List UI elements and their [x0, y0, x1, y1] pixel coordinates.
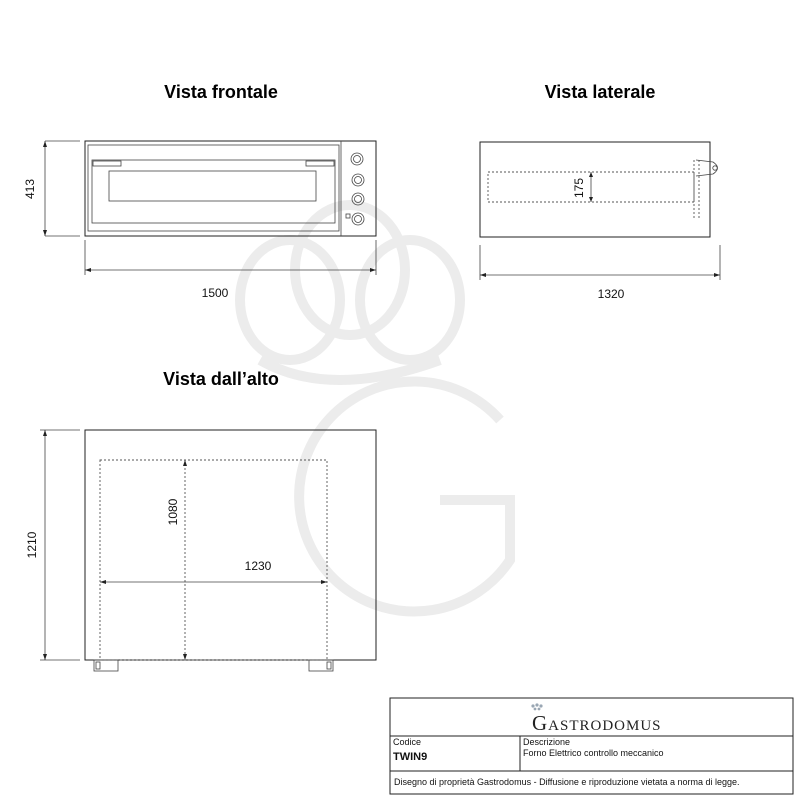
side-view	[480, 142, 720, 280]
brand-rest: ASTRODOMUS	[548, 718, 662, 734]
control-knobs	[346, 153, 364, 225]
code-label: Codice	[393, 737, 422, 747]
side-view-title: Vista laterale	[544, 82, 656, 102]
brand-initial: G	[532, 711, 549, 735]
top-inner-width-label: 1230	[244, 559, 272, 573]
side-depth-label: 1320	[597, 287, 625, 301]
code-value: TWIN9	[393, 751, 428, 763]
top-inner-depth-label: 1080	[166, 498, 180, 526]
top-view-title: Vista dall’alto	[163, 369, 279, 389]
gastrodomus-logo-icon	[531, 703, 542, 710]
side-inner-label: 175	[572, 177, 586, 199]
brand-logo	[532, 711, 662, 735]
front-view-title: Vista frontale	[164, 82, 278, 102]
top-depth-label: 1210	[25, 531, 39, 559]
top-view	[40, 430, 376, 671]
title-block-footer: Disegno di proprietà Gastrodomus - Diffusione e riproduzione vietata a norma di legge.	[394, 777, 740, 787]
description-value: Forno Elettrico controllo meccanico	[523, 748, 664, 758]
description-label: Descrizione	[523, 737, 571, 747]
front-width-label: 1500	[201, 286, 229, 300]
watermark-logo-icon	[240, 205, 510, 611]
front-height-label: 413	[23, 178, 37, 200]
